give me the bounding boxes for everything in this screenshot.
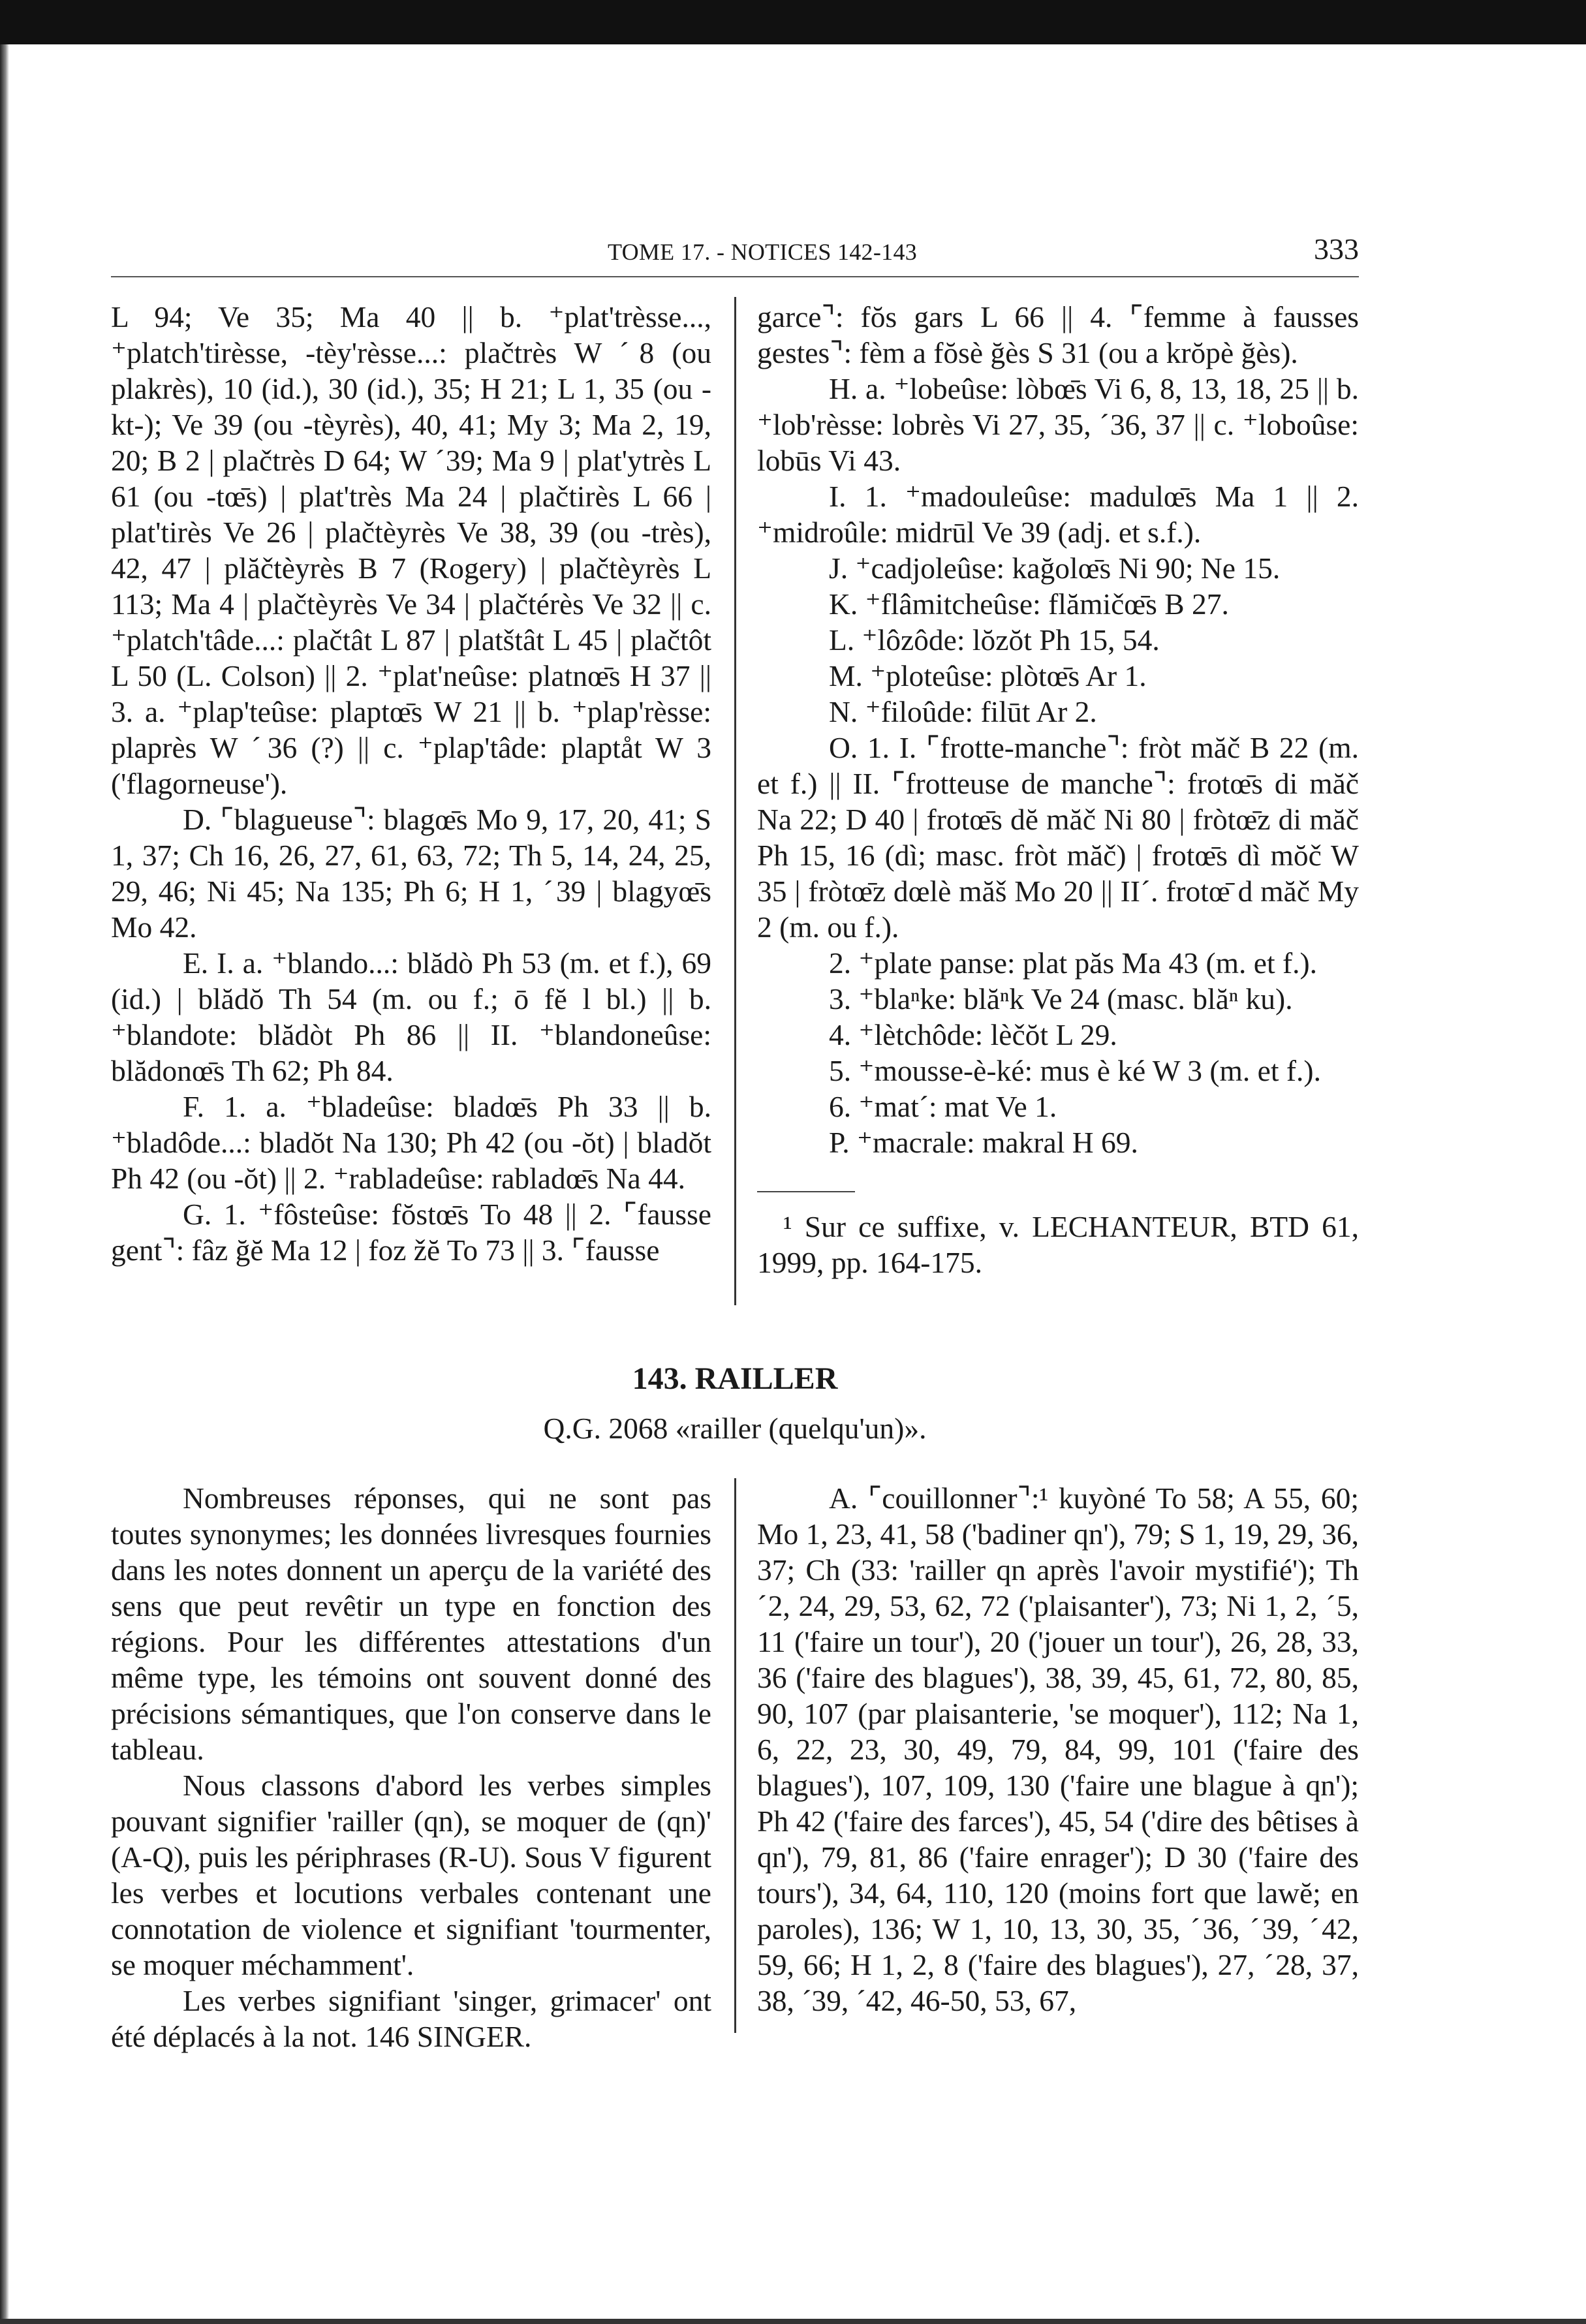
- header-rule: [111, 276, 1359, 277]
- paragraph: L. ⁺lôzôde: lŏzŏt Ph 15, 54.: [829, 623, 1160, 657]
- section-subtitle: Q.G. 2068 «railler (quelqu'un)».: [543, 1412, 927, 1445]
- paragraph: D. ⌜blagueuse⌝: blagœ̄s Mo 9, 17, 20, 41; S 1, 37; Ch 16, 26, 27, 61, 63, 72; Th 5, 14, 24, 25, 29, 46; Ni 45; Na 135; Ph 6; H 1, ˊ39 | blagyœ̄s Mo 42.: [111, 803, 711, 944]
- paragraph: garce⌝: fŏs gars L 66 || 4. ⌜femme à fausses gestes⌝: fèm a fŏsè ğès S 31 (ou a krŏpè ğès).: [757, 300, 1359, 369]
- paragraph: E. I. a. ⁺blando...: blădò Ph 53 (m. et f.), 69 (id.) | blădŏ Th 54 (m. ou f.; ō fĕ l bl.) || b. ⁺blandote: blădòt Ph 86 || II. ⁺blandoneûse: blădonœ̄s Th 62; Ph 84.: [111, 946, 711, 1087]
- paragraph: 3. ⁺blaⁿke: blăⁿk Ve 24 (masc. blăⁿ ku).: [829, 982, 1293, 1015]
- footnote: ¹ Sur ce suffixe, v. LECHANTEUR, BTD 61, 1999, pp. 164-175.: [757, 1210, 1359, 1279]
- paragraph: N. ⁺filoûde: filūt Ar 2.: [829, 695, 1097, 728]
- paragraph: 6. ⁺matˊ: mat Ve 1.: [829, 1090, 1057, 1123]
- notice-142-right-column: [757, 299, 1359, 1160]
- paragraph: O. 1. I. ⌜frotte-manche⌝: fròt măč B 22 (m. et f.) || II. ⌜frotteuse de manche⌝: frotœ̄s di măč Na 22; D 40 | frotœ̄s dĕ măč Ni 80 | fròtœ̄z di măč Ph 15, 16 (dì; masc. fròt măč) | frotœ̄s dì mŏč W 35 | fròtœ̄z dœlè măš Mo 20 || IIˊ. frotœ̄ d măč My 2 (m. ou f.).: [757, 731, 1359, 944]
- paragraph: Les verbes signifiant 'singer, grimacer' ont été déplacés à la not. 146 SINGER.: [111, 1984, 711, 2053]
- scan-top-border: [0, 0, 1586, 44]
- scan-bottom-edge: [0, 2319, 1586, 2324]
- column-divider: [734, 297, 736, 1305]
- paragraph: 2. ⁺plate panse: plat păs Ma 43 (m. et f.).: [829, 946, 1318, 980]
- paragraph: P. ⁺macrale: makral H 69.: [829, 1126, 1138, 1159]
- footnote-rule: [757, 1191, 855, 1192]
- column-divider: [734, 1478, 736, 2033]
- page-number: 333: [1314, 232, 1359, 266]
- paragraph: G. 1. ⁺fôsteûse: fŏstœ̄s To 48 || 2. ⌜fausse gent⌝: fâz ğĕ Ma 12 | foz žĕ To 73 || 3. ⌜fausse: [111, 1198, 711, 1267]
- running-head: TOME 17. - NOTICES 142-143: [607, 239, 918, 265]
- notice-142-left-column: [111, 299, 711, 1268]
- paragraph: M. ⁺ploteûse: plòtœ̄s Ar 1.: [829, 659, 1147, 692]
- paragraph: F. 1. a. ⁺bladeûse: bladœ̄s Ph 33 || b. ⁺bladôde...: bladŏt Na 130; Ph 42 (ou -ŏt) | bladŏt Ph 42 (ou -ŏt) || 2. ⁺rabladeûse: rabladœ̄s Na 44.: [111, 1090, 711, 1195]
- paragraph: 5. ⁺mousse-è-ké: mus è ké W 3 (m. et f.).: [829, 1054, 1321, 1087]
- paragraph: A. ⌜couillonner⌝:¹ kuyòné To 58; A 55, 60; Mo 1, 23, 41, 58 ('badiner qn'), 79; S 1, 19, 29, 36, 37; Ch (33: 'railler qn après l'avoir mystifié'); Th ˊ2, 24, 29, 53, 62, 72 ('plaisanter'), 73; Ni 1, 2, ˊ5, 11 ('faire un tour'), 20 ('jouer un tour'), 26, 28, 33, 36 ('faire des blagues'), 38, 39, 45, 61, 72, 80, 85, 90, 107 (par plaisanterie, 'se moquer'), 112; Na 1, 6, 22, 23, 30, 49, 79, 84, 99, 101 ('faire des blagues'), 107, 109, 130 ('faire une blague à qn'); Ph 42 ('faire des farces'), 45, 54 ('dire des bêtises à qn'), 79, 81, 86 ('faire enrager'); D 30 ('faire des tours'), 34, 64, 110, 120 (moins fort que lawĕ; en paroles), 136; W 1, 10, 13, 30, 35, ˊ36, ˊ39, ˊ42, 59, 66; H 1, 2, 8 ('faire des blagues'), 27, ˊ28, 37, 38, ˊ39, ˊ42, 46-50, 53, 67,: [757, 1481, 1359, 2017]
- paragraph: J. ⁺cadjoleûse: kağolœ̄s Ni 90; Ne 15.: [829, 551, 1281, 585]
- paragraph: Nous classons d'abord les verbes simples pouvant signifier 'railler (qn), se moquer de (qn)' (A-Q), puis les périphrases (R-U). Sous V figurent les verbes et locutions verbales contenant une connotation de violence et signifiant 'tourmenter, se moquer méchamment'.: [111, 1769, 711, 1981]
- paragraph: 4. ⁺lètchôde: lèčŏt L 29.: [829, 1018, 1117, 1051]
- paragraph: H. a. ⁺lobeûse: lòbœ̄s Vi 6, 8, 13, 18, 25 || b. ⁺lob'rèsse: lobrès Vi 27, 35, ˊ36, 37 || c. ⁺loboûse: lobūs Vi 43.: [757, 372, 1359, 477]
- paragraph: K. ⁺flâmitcheûse: flămičœ̄s B 27.: [829, 587, 1229, 621]
- paragraph: L 94; Ve 35; Ma 40 || b. ⁺plat'trèsse..., ⁺platch'tirèsse, -tèy'rèsse...: plačtrès W ˊ8 (ou plakrès), 10 (id.), 30 (id.), 35; H 21; L 1, 35 (ou -kt-); Ve 39 (ou -tèyrès), 40, 41; My 3; Ma 2, 19, 20; B 2 | plačtrès D 64; W ˊ39; Ma 9 | plat'ytrès L 61 (ou -tœ̄s) | plat'très Ma 24 | plačtirès L 66 | plat'tirès Ve 26 | plačtèyrès Ve 38, 39 (ou -très), 42, 47 | plăčtèyrès B 7 (Rogery) | plačtèyrès L 113; Ma 4 | plačtèyrès Ve 34 | plačtérès Ve 32 || c. ⁺platch'tâde...: plačtât L 87 | platštât L 45 | plačtôt L 50 (L. Colson) || 2. ⁺plat'neûse: platnœ̄s H 37 || 3. a. ⁺plap'teûse: plaptœ̄s W 21 || b. ⁺plap'rèsse: plaprès W ˊ36 (?) || c. ⁺plap'tâde: plaptåt W 3 ('flagorneuse').: [111, 300, 711, 800]
- notice-143-right-column: [757, 1480, 1359, 2019]
- scan-left-edge: [0, 44, 9, 2324]
- paragraph: Nombreuses réponses, qui ne sont pas toutes synonymes; les données livresques fournies dans les notes donnent un aperçu de la variété des sens que peut revêtir un type en fonction des régions. Pour les différentes attestations d'un même type, les témoins ont souvent donné des précisions sémantiques, que l'on conserve dans le tableau.: [111, 1481, 711, 1766]
- section-title: 143. RAILLER: [632, 1361, 838, 1396]
- paragraph: I. 1. ⁺madouleûse: madulœ̄s Ma 1 || 2. ⁺midroûle: midrūl Ve 39 (adj. et s.f.).: [757, 480, 1359, 549]
- notice-143-left-column: [111, 1480, 711, 2054]
